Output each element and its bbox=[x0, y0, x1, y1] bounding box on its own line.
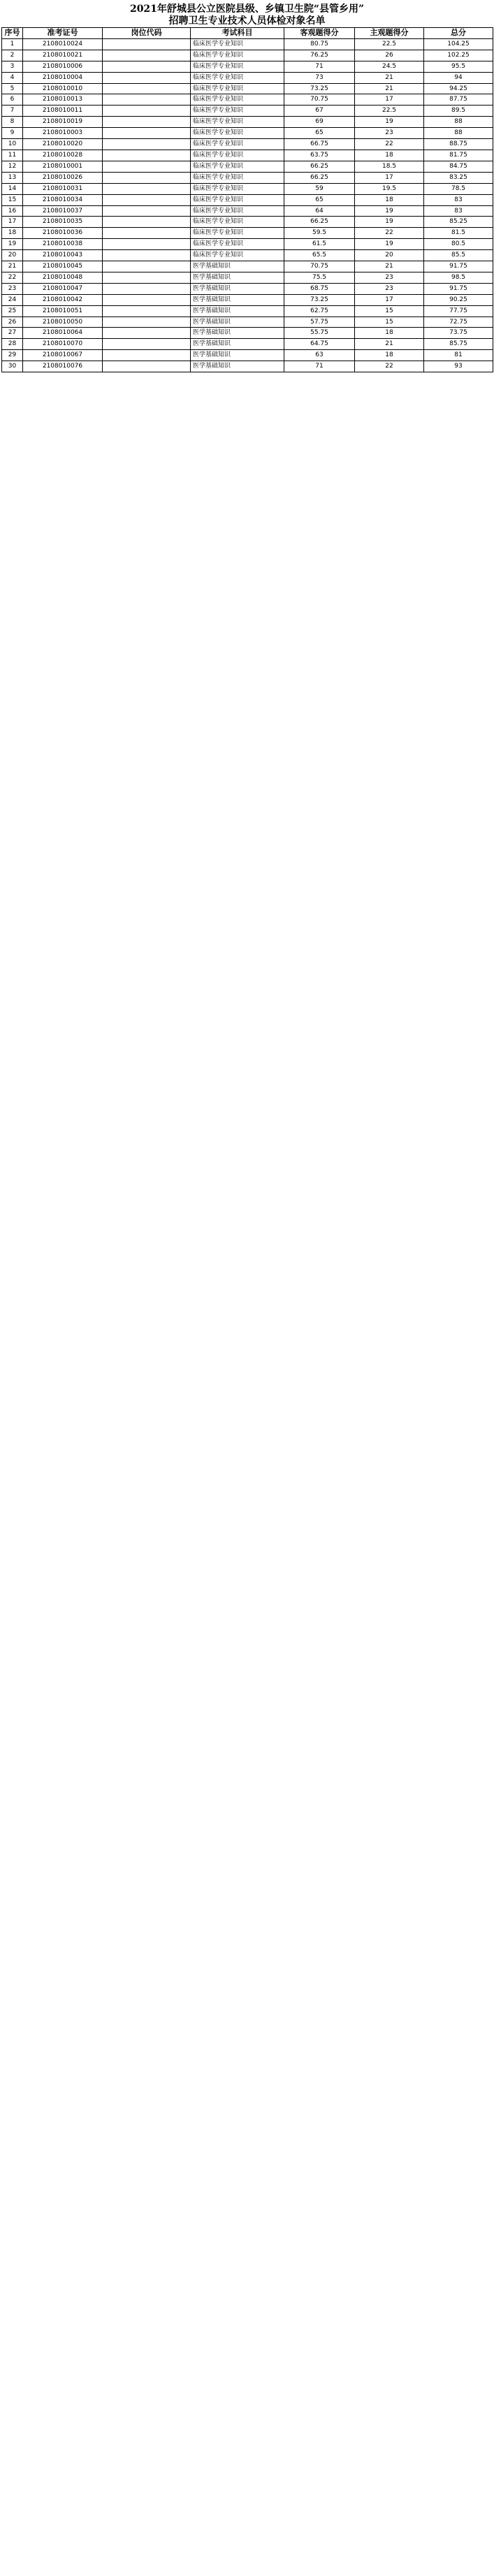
objective-score: 57.75 bbox=[284, 316, 355, 328]
exam-id: 2108010043 bbox=[23, 250, 103, 261]
table-row bbox=[2, 283, 493, 294]
header-exam-id: 准考证号 bbox=[23, 28, 103, 39]
table-row bbox=[2, 150, 493, 161]
position-code bbox=[103, 150, 191, 161]
exam-id: 2108010021 bbox=[23, 50, 103, 61]
table-row bbox=[2, 272, 493, 283]
exam-id: 2108010013 bbox=[23, 94, 103, 105]
header-position-code: 岗位代码 bbox=[103, 28, 191, 39]
exam-id: 2108010011 bbox=[23, 105, 103, 117]
table-row bbox=[2, 250, 493, 261]
subjective-score: 24.5 bbox=[355, 61, 424, 72]
position-code bbox=[103, 161, 191, 172]
total-score: 91.75 bbox=[424, 261, 493, 272]
row-index: 13 bbox=[2, 172, 23, 183]
exam-subject: 医学基础知识 bbox=[191, 350, 284, 361]
position-code bbox=[103, 194, 191, 205]
row-index: 27 bbox=[2, 328, 23, 339]
header-exam-subject: 考试科目 bbox=[191, 28, 284, 39]
total-score: 88 bbox=[424, 128, 493, 139]
table-row bbox=[2, 50, 493, 61]
row-index: 10 bbox=[2, 139, 23, 150]
total-score: 88.75 bbox=[424, 139, 493, 150]
objective-score: 59 bbox=[284, 183, 355, 194]
objective-score: 73.25 bbox=[284, 83, 355, 94]
row-index: 30 bbox=[2, 361, 23, 372]
total-score: 87.75 bbox=[424, 94, 493, 105]
total-score: 104.25 bbox=[424, 38, 493, 50]
total-score: 91.75 bbox=[424, 283, 493, 294]
subjective-score: 23 bbox=[355, 128, 424, 139]
table-row bbox=[2, 161, 493, 172]
header-total-score: 总分 bbox=[424, 28, 493, 39]
exam-id: 2108010026 bbox=[23, 172, 103, 183]
table-row bbox=[2, 294, 493, 305]
position-code bbox=[103, 183, 191, 194]
total-score: 83 bbox=[424, 205, 493, 217]
subjective-score: 22 bbox=[355, 228, 424, 239]
total-score: 72.75 bbox=[424, 316, 493, 328]
row-index: 14 bbox=[2, 183, 23, 194]
position-code bbox=[103, 217, 191, 228]
total-score: 94 bbox=[424, 72, 493, 83]
exam-id: 2108010019 bbox=[23, 117, 103, 128]
subjective-score: 15 bbox=[355, 316, 424, 328]
position-code bbox=[103, 105, 191, 117]
table-row bbox=[2, 217, 493, 228]
objective-score: 65 bbox=[284, 128, 355, 139]
exam-subject: 临床医学专业知识 bbox=[191, 83, 284, 94]
exam-subject: 医学基础知识 bbox=[191, 316, 284, 328]
row-index: 1 bbox=[2, 38, 23, 50]
row-index: 15 bbox=[2, 194, 23, 205]
exam-id: 2108010064 bbox=[23, 328, 103, 339]
table-row bbox=[2, 350, 493, 361]
row-index: 21 bbox=[2, 261, 23, 272]
objective-score: 73.25 bbox=[284, 294, 355, 305]
row-index: 12 bbox=[2, 161, 23, 172]
total-score: 81.5 bbox=[424, 228, 493, 239]
total-score: 78.5 bbox=[424, 183, 493, 194]
exam-subject: 临床医学专业知识 bbox=[191, 72, 284, 83]
objective-score: 75.5 bbox=[284, 272, 355, 283]
exam-subject: 临床医学专业知识 bbox=[191, 250, 284, 261]
row-index: 18 bbox=[2, 228, 23, 239]
subjective-score: 21 bbox=[355, 261, 424, 272]
total-score: 81.75 bbox=[424, 150, 493, 161]
subjective-score: 22.5 bbox=[355, 38, 424, 50]
table-row bbox=[2, 305, 493, 316]
row-index: 19 bbox=[2, 239, 23, 250]
row-index: 20 bbox=[2, 250, 23, 261]
position-code bbox=[103, 50, 191, 61]
exam-subject: 临床医学专业知识 bbox=[191, 172, 284, 183]
page-title bbox=[0, 0, 494, 27]
position-code bbox=[103, 305, 191, 316]
objective-score: 66.25 bbox=[284, 161, 355, 172]
position-code bbox=[103, 38, 191, 50]
table-row bbox=[2, 261, 493, 272]
table-row bbox=[2, 172, 493, 183]
objective-score: 64 bbox=[284, 205, 355, 217]
position-code bbox=[103, 228, 191, 239]
subjective-score: 19 bbox=[355, 205, 424, 217]
position-code bbox=[103, 139, 191, 150]
objective-score: 70.75 bbox=[284, 261, 355, 272]
subjective-score: 19 bbox=[355, 117, 424, 128]
table-body bbox=[2, 38, 493, 372]
row-index: 5 bbox=[2, 83, 23, 94]
subjective-score: 26 bbox=[355, 50, 424, 61]
row-index: 17 bbox=[2, 217, 23, 228]
subjective-score: 21 bbox=[355, 83, 424, 94]
table-row bbox=[2, 38, 493, 50]
table-row bbox=[2, 128, 493, 139]
subjective-score: 20 bbox=[355, 250, 424, 261]
objective-score: 67 bbox=[284, 105, 355, 117]
position-code bbox=[103, 350, 191, 361]
subjective-score: 17 bbox=[355, 172, 424, 183]
table-row bbox=[2, 339, 493, 350]
table-row bbox=[2, 328, 493, 339]
subjective-score: 23 bbox=[355, 272, 424, 283]
exam-subject: 临床医学专业知识 bbox=[191, 150, 284, 161]
position-code bbox=[103, 83, 191, 94]
position-code bbox=[103, 72, 191, 83]
total-score: 93 bbox=[424, 361, 493, 372]
total-score: 98.5 bbox=[424, 272, 493, 283]
subjective-score: 18 bbox=[355, 194, 424, 205]
objective-score: 62.75 bbox=[284, 305, 355, 316]
subjective-score: 19 bbox=[355, 217, 424, 228]
total-score: 83.25 bbox=[424, 172, 493, 183]
objective-score: 63 bbox=[284, 350, 355, 361]
exam-id: 2108010037 bbox=[23, 205, 103, 217]
row-index: 16 bbox=[2, 205, 23, 217]
exam-id: 2108010042 bbox=[23, 294, 103, 305]
objective-score: 71 bbox=[284, 61, 355, 72]
exam-id: 2108010051 bbox=[23, 305, 103, 316]
position-code bbox=[103, 283, 191, 294]
exam-id: 2108010067 bbox=[23, 350, 103, 361]
objective-score: 70.75 bbox=[284, 94, 355, 105]
subjective-score: 23 bbox=[355, 283, 424, 294]
row-index: 6 bbox=[2, 94, 23, 105]
exam-id: 2108010045 bbox=[23, 261, 103, 272]
exam-id: 2108010010 bbox=[23, 83, 103, 94]
exam-id: 2108010006 bbox=[23, 61, 103, 72]
objective-score: 68.75 bbox=[284, 283, 355, 294]
row-index: 9 bbox=[2, 128, 23, 139]
table-row bbox=[2, 239, 493, 250]
table-row bbox=[2, 139, 493, 150]
exam-subject: 医学基础知识 bbox=[191, 339, 284, 350]
objective-score: 76.25 bbox=[284, 50, 355, 61]
header-index: 序号 bbox=[2, 28, 23, 39]
total-score: 83 bbox=[424, 194, 493, 205]
exam-id: 2108010048 bbox=[23, 272, 103, 283]
position-code bbox=[103, 172, 191, 183]
exam-subject: 临床医学专业知识 bbox=[191, 94, 284, 105]
total-score: 94.25 bbox=[424, 83, 493, 94]
position-code bbox=[103, 361, 191, 372]
exam-subject: 医学基础知识 bbox=[191, 272, 284, 283]
table-row bbox=[2, 316, 493, 328]
title-line-1: 2021年舒城县公立医院县级、乡镇卫生院“县管乡用” bbox=[129, 3, 365, 15]
title-line-2: 招聘卫生专业技术人员体检对象名单 bbox=[168, 15, 326, 27]
subjective-score: 18 bbox=[355, 328, 424, 339]
exam-id: 2108010031 bbox=[23, 183, 103, 194]
exam-id: 2108010034 bbox=[23, 194, 103, 205]
exam-subject: 临床医学专业知识 bbox=[191, 105, 284, 117]
exam-id: 2108010001 bbox=[23, 161, 103, 172]
total-score: 95.5 bbox=[424, 61, 493, 72]
exam-subject: 医学基础知识 bbox=[191, 361, 284, 372]
position-code bbox=[103, 117, 191, 128]
exam-subject: 临床医学专业知识 bbox=[191, 217, 284, 228]
table-row bbox=[2, 105, 493, 117]
objective-score: 55.75 bbox=[284, 328, 355, 339]
total-score: 89.5 bbox=[424, 105, 493, 117]
table-row bbox=[2, 183, 493, 194]
subjective-score: 17 bbox=[355, 294, 424, 305]
table-row bbox=[2, 83, 493, 94]
table-row bbox=[2, 61, 493, 72]
subjective-score: 19.5 bbox=[355, 183, 424, 194]
total-score: 73.75 bbox=[424, 328, 493, 339]
exam-id: 2108010047 bbox=[23, 283, 103, 294]
objective-score: 59.5 bbox=[284, 228, 355, 239]
exam-id: 2108010028 bbox=[23, 150, 103, 161]
exam-subject: 临床医学专业知识 bbox=[191, 205, 284, 217]
total-score: 85.25 bbox=[424, 217, 493, 228]
subjective-score: 22 bbox=[355, 361, 424, 372]
subjective-score: 18 bbox=[355, 350, 424, 361]
exam-id: 2108010038 bbox=[23, 239, 103, 250]
objective-score: 69 bbox=[284, 117, 355, 128]
row-index: 11 bbox=[2, 150, 23, 161]
subjective-score: 22.5 bbox=[355, 105, 424, 117]
exam-id: 2108010024 bbox=[23, 38, 103, 50]
objective-score: 65.5 bbox=[284, 250, 355, 261]
row-index: 22 bbox=[2, 272, 23, 283]
position-code bbox=[103, 128, 191, 139]
objective-score: 64.75 bbox=[284, 339, 355, 350]
table-row bbox=[2, 94, 493, 105]
objective-score: 66.25 bbox=[284, 217, 355, 228]
objective-score: 73 bbox=[284, 72, 355, 83]
exam-subject: 临床医学专业知识 bbox=[191, 50, 284, 61]
exam-subject: 临床医学专业知识 bbox=[191, 183, 284, 194]
position-code bbox=[103, 205, 191, 217]
row-index: 24 bbox=[2, 294, 23, 305]
position-code bbox=[103, 339, 191, 350]
subjective-score: 15 bbox=[355, 305, 424, 316]
exam-id: 2108010036 bbox=[23, 228, 103, 239]
exam-id: 2108010076 bbox=[23, 361, 103, 372]
exam-subject: 临床医学专业知识 bbox=[191, 194, 284, 205]
table-row bbox=[2, 361, 493, 372]
row-index: 28 bbox=[2, 339, 23, 350]
subjective-score: 18 bbox=[355, 150, 424, 161]
row-index: 7 bbox=[2, 105, 23, 117]
total-score: 85.75 bbox=[424, 339, 493, 350]
total-score: 88 bbox=[424, 117, 493, 128]
total-score: 80.5 bbox=[424, 239, 493, 250]
row-index: 25 bbox=[2, 305, 23, 316]
exam-id: 2108010070 bbox=[23, 339, 103, 350]
objective-score: 66.25 bbox=[284, 172, 355, 183]
exam-subject: 临床医学专业知识 bbox=[191, 38, 284, 50]
row-index: 3 bbox=[2, 61, 23, 72]
row-index: 8 bbox=[2, 117, 23, 128]
objective-score: 71 bbox=[284, 361, 355, 372]
position-code bbox=[103, 316, 191, 328]
exam-subject: 医学基础知识 bbox=[191, 328, 284, 339]
header-subjective-score: 主观题得分 bbox=[355, 28, 424, 39]
total-score: 84.75 bbox=[424, 161, 493, 172]
exam-subject: 临床医学专业知识 bbox=[191, 239, 284, 250]
total-score: 102.25 bbox=[424, 50, 493, 61]
total-score: 81 bbox=[424, 350, 493, 361]
table-row bbox=[2, 194, 493, 205]
row-index: 29 bbox=[2, 350, 23, 361]
table-row bbox=[2, 205, 493, 217]
position-code bbox=[103, 328, 191, 339]
position-code bbox=[103, 261, 191, 272]
exam-subject: 临床医学专业知识 bbox=[191, 128, 284, 139]
table-row bbox=[2, 117, 493, 128]
exam-subject: 临床医学专业知识 bbox=[191, 61, 284, 72]
subjective-score: 21 bbox=[355, 72, 424, 83]
position-code bbox=[103, 239, 191, 250]
total-score: 85.5 bbox=[424, 250, 493, 261]
exam-subject: 医学基础知识 bbox=[191, 294, 284, 305]
exam-subject: 临床医学专业知识 bbox=[191, 117, 284, 128]
row-index: 4 bbox=[2, 72, 23, 83]
exam-id: 2108010035 bbox=[23, 217, 103, 228]
position-code bbox=[103, 94, 191, 105]
position-code bbox=[103, 61, 191, 72]
candidate-table bbox=[1, 27, 493, 372]
objective-score: 63.75 bbox=[284, 150, 355, 161]
objective-score: 80.75 bbox=[284, 38, 355, 50]
position-code bbox=[103, 294, 191, 305]
row-index: 23 bbox=[2, 283, 23, 294]
position-code bbox=[103, 272, 191, 283]
subjective-score: 17 bbox=[355, 94, 424, 105]
exam-subject: 医学基础知识 bbox=[191, 283, 284, 294]
exam-id: 2108010050 bbox=[23, 316, 103, 328]
table-row bbox=[2, 228, 493, 239]
total-score: 90.25 bbox=[424, 294, 493, 305]
subjective-score: 21 bbox=[355, 339, 424, 350]
objective-score: 61.5 bbox=[284, 239, 355, 250]
row-index: 26 bbox=[2, 316, 23, 328]
exam-subject: 临床医学专业知识 bbox=[191, 161, 284, 172]
position-code bbox=[103, 250, 191, 261]
subjective-score: 18.5 bbox=[355, 161, 424, 172]
exam-id: 2108010003 bbox=[23, 128, 103, 139]
subjective-score: 19 bbox=[355, 239, 424, 250]
subjective-score: 22 bbox=[355, 139, 424, 150]
exam-subject: 临床医学专业知识 bbox=[191, 139, 284, 150]
total-score: 77.75 bbox=[424, 305, 493, 316]
header-objective-score: 客观题得分 bbox=[284, 28, 355, 39]
exam-subject: 医学基础知识 bbox=[191, 305, 284, 316]
exam-id: 2108010004 bbox=[23, 72, 103, 83]
exam-subject: 临床医学专业知识 bbox=[191, 228, 284, 239]
objective-score: 65 bbox=[284, 194, 355, 205]
objective-score: 66.75 bbox=[284, 139, 355, 150]
row-index: 2 bbox=[2, 50, 23, 61]
exam-id: 2108010020 bbox=[23, 139, 103, 150]
table-row bbox=[2, 72, 493, 83]
exam-subject: 医学基础知识 bbox=[191, 261, 284, 272]
table-header-row bbox=[2, 28, 493, 39]
